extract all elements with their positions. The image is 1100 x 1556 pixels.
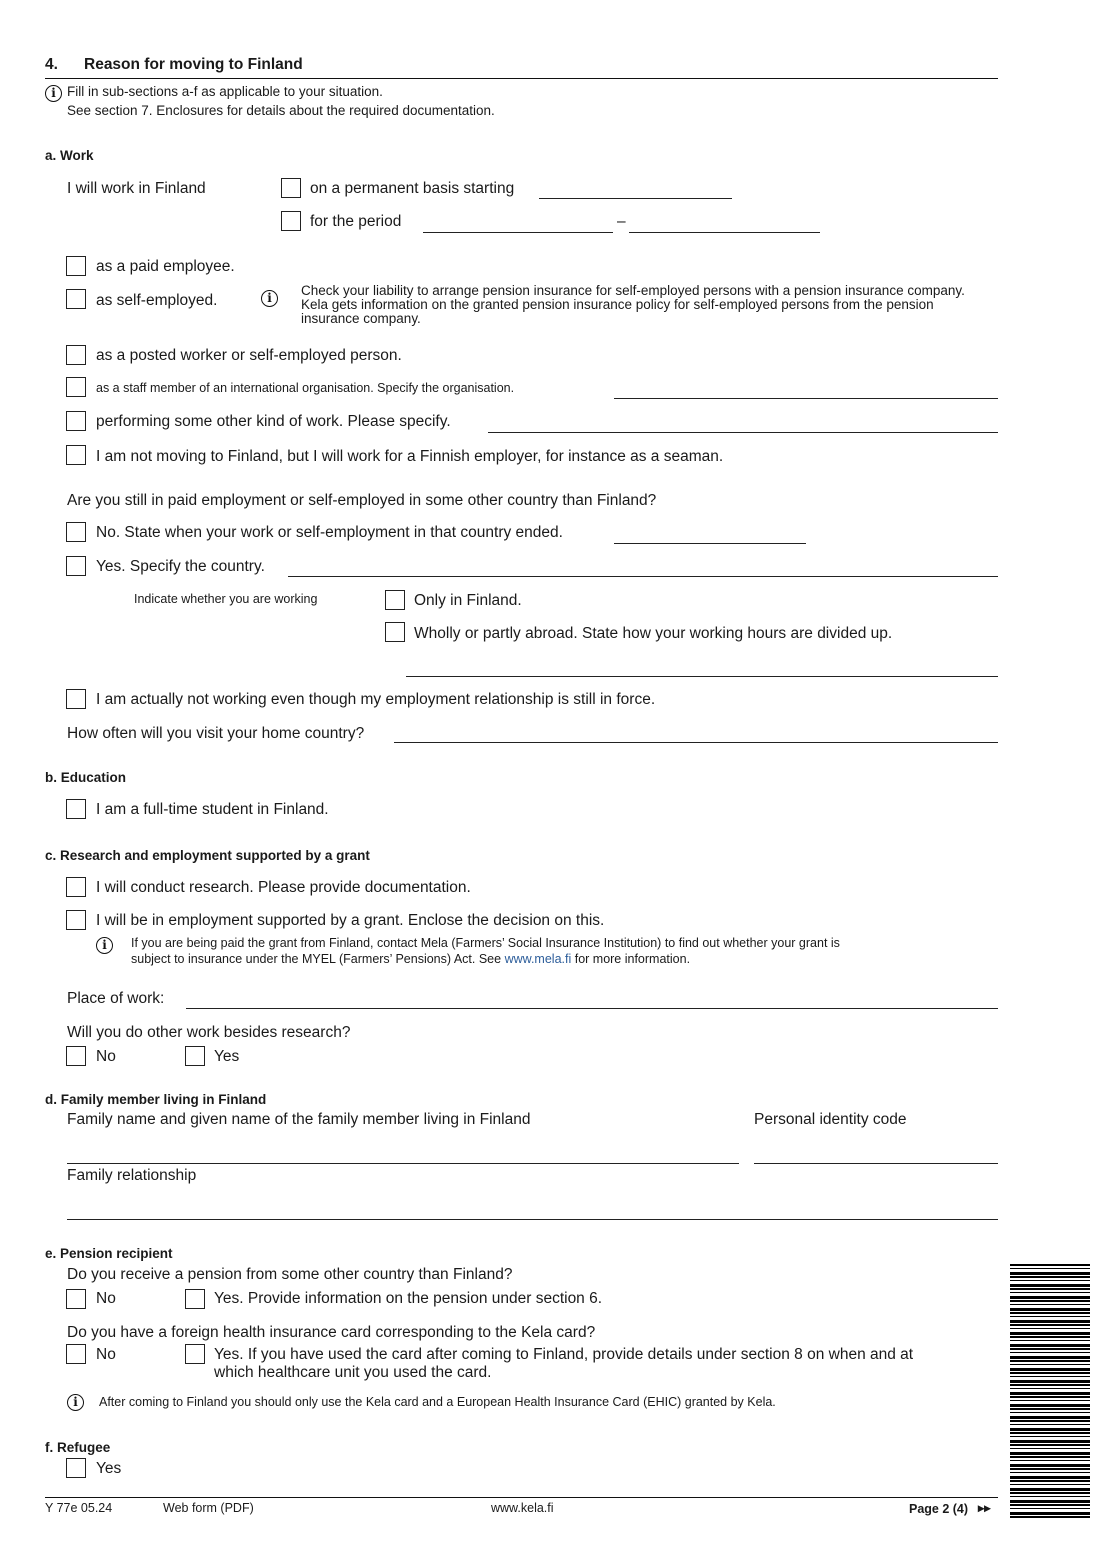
pension-no-label: No xyxy=(96,1290,116,1307)
info-circle-icon: i xyxy=(67,1394,84,1411)
grant-info-text: subject to insurance under the MYEL (Farmers’ Pensions) Act. See xyxy=(131,952,505,966)
abroad-checkbox[interactable] xyxy=(385,622,405,642)
pension-yes-label: Yes. Provide information on the pension under section 6. xyxy=(214,1290,603,1307)
work-heading: a. Work xyxy=(45,148,94,163)
refugee-yes-checkbox[interactable] xyxy=(66,1458,86,1478)
conduct-research-checkbox[interactable] xyxy=(66,877,86,897)
refugee-heading: f. Refugee xyxy=(45,1440,111,1455)
mela-link[interactable]: www.mela.fi xyxy=(504,952,572,966)
period-label: for the period xyxy=(310,213,402,230)
only-finland-checkbox[interactable] xyxy=(385,590,405,610)
info-circle-icon: i xyxy=(261,290,278,307)
health-card-yes-label-2: which healthcare unit you used the card. xyxy=(214,1364,492,1381)
self-employed-checkbox[interactable] xyxy=(66,289,86,309)
barcode xyxy=(1010,1264,1090,1520)
family-heading: d. Family member living in Finland xyxy=(45,1092,267,1107)
visit-question: How often will you visit your home country? xyxy=(67,725,365,742)
work-intro-label: I will work in Finland xyxy=(67,180,206,197)
posted-worker-checkbox[interactable] xyxy=(66,345,86,365)
section-note-1: Fill in sub-sections a-f as applicable to your situation. xyxy=(67,84,383,99)
health-card-yes-label-1: Yes. If you have used the card after coming to Finland, provide details under section 8 on when and at xyxy=(214,1346,914,1363)
section-number: 4. xyxy=(45,56,58,73)
abroad-label: Wholly or partly abroad. State how your working hours are divided up. xyxy=(414,625,893,642)
health-card-question: Do you have a foreign health insurance card corresponding to the Kela card? xyxy=(67,1324,596,1341)
place-of-work-field[interactable] xyxy=(186,1008,998,1009)
refugee-yes-label: Yes xyxy=(96,1460,122,1477)
other-work-checkbox[interactable] xyxy=(66,411,86,431)
health-card-yes-checkbox[interactable] xyxy=(185,1344,205,1364)
other-work-field[interactable] xyxy=(488,432,998,433)
paid-employee-checkbox[interactable] xyxy=(66,256,86,276)
info-circle-icon: i xyxy=(45,85,62,102)
research-heading: c. Research and employment supported by a grant xyxy=(45,848,370,863)
info-circle-icon: i xyxy=(96,937,113,954)
personal-identity-code-label: Personal identity code xyxy=(754,1111,907,1128)
permanent-basis-checkbox[interactable] xyxy=(281,178,301,198)
not-working-label: I am actually not working even though my employment relationship is still in force. xyxy=(96,691,656,708)
form-type: Web form (PDF) xyxy=(163,1501,254,1515)
still-employed-question: Are you still in paid employment or self-employed in some other country than Finland? xyxy=(67,492,657,509)
employment-end-date-field[interactable] xyxy=(614,543,806,544)
still-employed-yes-label: Yes. Specify the country. xyxy=(96,558,265,575)
health-card-no-checkbox[interactable] xyxy=(66,1344,86,1364)
double-arrow-right-icon[interactable]: ▸▸ xyxy=(978,1501,991,1515)
pension-question: Do you receive a pension from some other country than Finland? xyxy=(67,1266,513,1283)
footer-url[interactable]: www.kela.fi xyxy=(491,1501,554,1515)
kela-card-info: After coming to Finland you should only use the Kela card and a European Health Insurance Card (EHIC) granted by Kela. xyxy=(99,1395,776,1409)
family-name-label: Family name and given name of the family member living in Finland xyxy=(67,1111,531,1128)
other-work-question: Will you do other work besides research? xyxy=(67,1024,351,1041)
family-relationship-field[interactable] xyxy=(67,1219,998,1220)
not-working-checkbox[interactable] xyxy=(66,689,86,709)
period-start-field[interactable] xyxy=(423,232,613,233)
working-hours-field[interactable] xyxy=(406,676,998,677)
family-name-field[interactable] xyxy=(67,1163,739,1164)
self-employed-info: Check your liability to arrange pension insurance for self-employed persons with a pension insurance company. Kela gets information on the granted pension insurance policy for self-employed persons from the pension insurance company. xyxy=(301,283,965,326)
personal-identity-code-field[interactable] xyxy=(754,1163,998,1164)
other-work-label: performing some other kind of work. Please specify. xyxy=(96,413,451,430)
grant-info-tail: for more information. xyxy=(571,952,691,966)
research-other-yes-checkbox[interactable] xyxy=(185,1046,205,1066)
period-dash: – xyxy=(617,213,626,230)
education-heading: b. Education xyxy=(45,770,126,785)
section-note-2: See section 7. Enclosures for details about the required documentation. xyxy=(67,103,495,118)
family-relationship-label: Family relationship xyxy=(67,1167,197,1184)
self-employed-label: as self-employed. xyxy=(96,292,218,309)
staff-member-checkbox[interactable] xyxy=(66,377,86,397)
grant-info-line-1: If you are being paid the grant from Finland, contact Mela (Farmers’ Social Insurance Institution) to find out whether your grant is xyxy=(131,936,840,950)
health-card-no-label: No xyxy=(96,1346,116,1363)
not-moving-checkbox[interactable] xyxy=(66,445,86,465)
page-number: Page 2 (4) xyxy=(909,1502,969,1516)
not-moving-label: I am not moving to Finland, but I will work for a Finnish employer, for instance as a seaman. xyxy=(96,448,724,465)
research-other-no-checkbox[interactable] xyxy=(66,1046,86,1066)
research-other-no-label: No xyxy=(96,1048,116,1065)
student-checkbox[interactable] xyxy=(66,799,86,819)
footer-rule xyxy=(45,1497,998,1498)
posted-worker-label: as a posted worker or self-employed person. xyxy=(96,347,402,364)
permanent-start-date-field[interactable] xyxy=(539,198,732,199)
grant-info-line-2 xyxy=(131,952,690,966)
grant-employment-label: I will be in employment supported by a grant. Enclose the decision on this. xyxy=(96,912,605,929)
country-field[interactable] xyxy=(288,576,998,577)
only-finland-label: Only in Finland. xyxy=(414,592,522,609)
pension-heading: e. Pension recipient xyxy=(45,1246,173,1261)
form-code: Y 77e 05.24 xyxy=(45,1501,113,1515)
permanent-basis-label: on a permanent basis starting xyxy=(310,180,515,197)
section-rule xyxy=(45,78,998,79)
still-employed-no-label: No. State when your work or self-employment in that country ended. xyxy=(96,524,563,541)
organisation-field[interactable] xyxy=(614,398,998,399)
research-other-yes-label: Yes xyxy=(214,1048,240,1065)
paid-employee-label: as a paid employee. xyxy=(96,258,235,275)
period-checkbox[interactable] xyxy=(281,211,301,231)
section-title: Reason for moving to Finland xyxy=(84,56,303,73)
visit-frequency-field[interactable] xyxy=(394,742,998,743)
still-employed-no-checkbox[interactable] xyxy=(66,522,86,542)
pension-yes-checkbox[interactable] xyxy=(185,1289,205,1309)
pension-no-checkbox[interactable] xyxy=(66,1289,86,1309)
conduct-research-label: I will conduct research. Please provide documentation. xyxy=(96,879,471,896)
student-label: I am a full-time student in Finland. xyxy=(96,801,329,818)
staff-member-label: as a staff member of an international organisation. Specify the organisation. xyxy=(96,381,515,395)
grant-employment-checkbox[interactable] xyxy=(66,910,86,930)
indicate-label: Indicate whether you are working xyxy=(134,592,318,606)
period-end-field[interactable] xyxy=(629,232,820,233)
still-employed-yes-checkbox[interactable] xyxy=(66,556,86,576)
place-of-work-label: Place of work: xyxy=(67,990,165,1007)
